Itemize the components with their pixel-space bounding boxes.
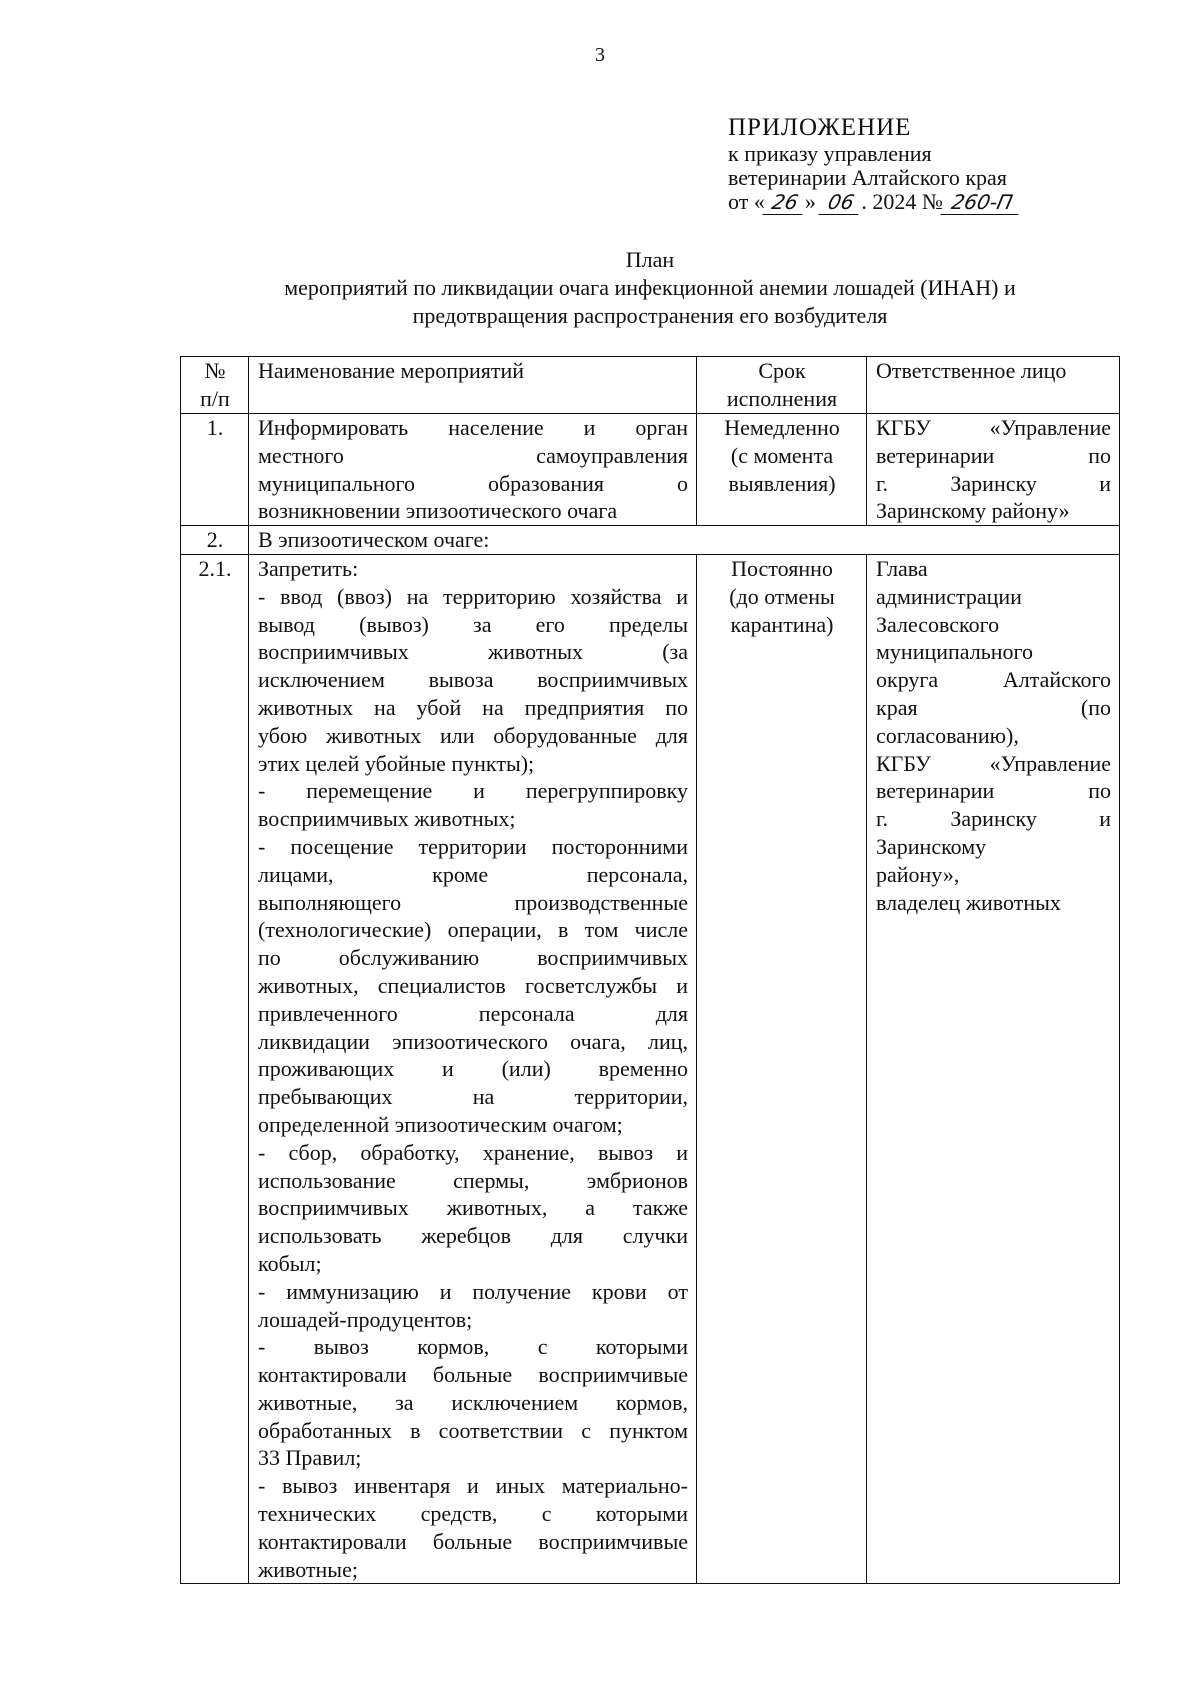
text-line: (с момента [730,442,834,468]
text-line: округа Алтайского [876,667,1111,693]
text-line: привлеченного персонала для [258,1000,688,1026]
text-line: (до отмены [729,583,835,609]
text-line: г. Заринску и [876,470,1111,496]
text-line: технических средств, с которыми [258,1501,688,1527]
text-line: контактировали больные восприимчивые [258,1362,688,1388]
text-line: муниципального образования о [258,470,688,496]
text-line: лицами, кроме персонала, [258,861,688,887]
row-number: 2. [181,526,249,555]
table-row [181,526,1120,555]
text-line: администрации [876,583,1022,609]
text-line: 33 Правил; [258,1445,362,1471]
row-term [697,414,867,526]
text-line: по обслуживанию восприимчивых [258,945,688,971]
text-line: КГБУ «Управление [876,750,1111,776]
text-line: Информировать население и орган [258,415,688,440]
text-line: восприимчивых животных (за [258,639,688,665]
text-line: муниципального [876,639,1034,665]
text-line: вывод (вывоз) за его пределы [258,611,688,637]
appendix-block [728,114,1021,215]
text-line: владелец животных [876,889,1061,915]
header-term-line: Срок [758,358,806,383]
text-line: животных, специалистов госветслужбы и [258,972,688,998]
row-responsible [867,414,1120,526]
header-resp [867,357,1120,414]
text-line: - посещение территории посторонними [258,833,688,859]
header-term-line: исполнения [726,385,838,411]
text-line: обработанных в соответствии с пунктом [258,1417,688,1443]
text-line: Глава [876,555,928,581]
text-line: ветеринарии по [876,442,1111,468]
text-line: животные, за исключением кормов, [258,1389,688,1415]
text-line: контактировали больные восприимчивые [258,1528,688,1554]
text-line: выполняющего производственные [258,889,688,915]
appendix-line-1: к приказу управления [728,141,932,166]
text-line: местного самоуправления [258,442,688,468]
text-line: животных на убой на предприятия по [258,694,688,720]
text-line: - вывоз кормов, с которыми [258,1334,688,1360]
text-line: - ввод (ввоз) на территорию хозяйства и [258,583,688,609]
handwritten-day: 26 [762,190,807,215]
text-line: исключением вывоза восприимчивых [258,667,688,693]
handwritten-month: 06 [819,190,864,215]
handwritten-order-number: 260-П [940,190,1023,215]
text-line: восприимчивых животных; [258,806,516,832]
text-line: возникновении эпизоотического очага [258,498,618,524]
text-line: Запретить: [258,555,359,581]
text-line: ветеринарии по [876,778,1111,804]
text-line: согласованию), [876,722,1019,748]
text-line: выявления) [728,470,836,496]
text-line: - перемещение и перегруппировку [258,778,688,804]
text-line: использовать жеребцов для случки [258,1223,688,1249]
appendix-title: ПРИЛОЖЕНИЕ [728,114,912,141]
row-measure [249,414,697,526]
text-line: Заринскому [876,833,987,859]
row-responsible [867,554,1120,1583]
text-line: проживающих и (или) временно [258,1056,688,1082]
text-line: определенной эпизоотическим очагом; [258,1111,623,1137]
date-prefix: от « [728,189,765,214]
header-num-line: п/п [200,385,230,411]
text-line: КГБУ «Управление [876,415,1111,440]
appendix-line-2: ветеринарии Алтайского края [728,165,1007,190]
text-line: - вывоз инвентаря и иных материально- [258,1473,688,1499]
text-line: убою животных или оборудованные для [258,722,688,748]
measures-table [180,356,1120,1584]
text-line: Залесовского [876,611,1000,637]
text-line: кобыл; [258,1250,322,1276]
text-line: Постоянно [731,555,833,581]
text-line: Немедленно [724,415,840,440]
text-line: (технологические) операции, в том числе [258,917,688,943]
table-header-row [181,357,1120,414]
row-term [697,554,867,1583]
row-measure [249,554,697,1583]
text-line: этих целей убойные пункты); [258,750,535,776]
header-term [697,357,867,414]
plan-subtitle-1: мероприятий по ликвидации очага инфекционной анемии лошадей (ИНАН) и [284,275,1016,300]
text-line: использование спермы, эмбрионов [258,1167,688,1193]
header-num [181,357,249,414]
appendix-date-line [728,190,1021,215]
text-line: Заринскому району» [876,498,1070,524]
table-row [181,554,1120,1583]
row-number: 1. [181,414,249,526]
header-name-text: Наименование мероприятий [258,358,525,383]
row-section-title: В эпизоотическом очаге: [249,526,1120,555]
date-mid: » [804,189,816,214]
row-number: 2.1. [181,554,249,1583]
text-line: - сбор, обработку, хранение, вывоз и [258,1139,688,1165]
text-line: ликвидации эпизоотического очага, лиц, [258,1028,688,1054]
text-line: г. Заринску и [876,806,1111,832]
text-line: пребывающих на территории, [258,1084,688,1110]
text-line: лошадей-продуцентов; [258,1306,473,1332]
header-resp-text: Ответственное лицо [876,358,1067,383]
table-row [181,414,1120,526]
text-line: - иммунизацию и получение крови от [258,1278,688,1304]
plan-subtitle-2: предотвращения распространения его возбудителя [412,303,888,328]
plan-heading [180,246,1120,330]
text-line: карантина) [730,611,834,637]
date-year: . 2024 № [861,189,943,214]
text-line: животные; [258,1556,358,1582]
text-line: району», [876,861,960,887]
header-name [249,357,697,414]
plan-title: План [625,247,675,272]
header-num-line: № [204,358,226,383]
text-line: восприимчивых животных, а также [258,1195,688,1221]
text-line: края (по [876,694,1111,720]
page-number: 3 [595,44,605,66]
